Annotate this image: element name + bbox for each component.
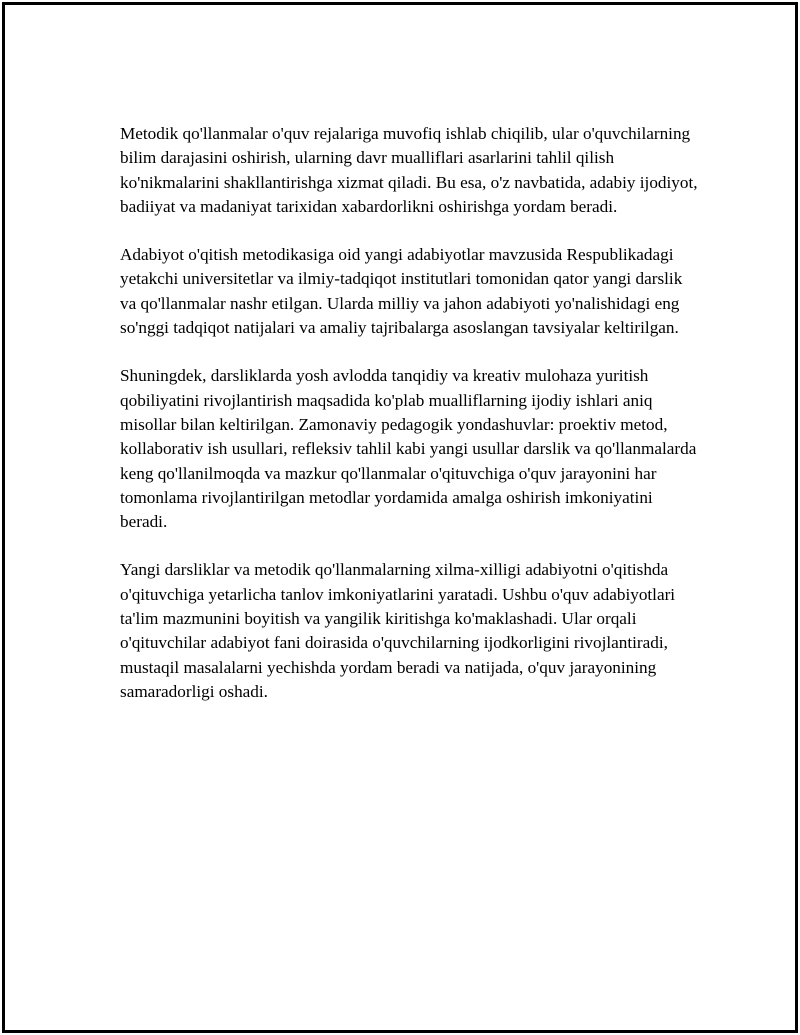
paragraph-2: Adabiyot o'qitish metodikasiga oid yangi adabiyotlar mavzusida Respublikadagi yetakchi universitetlar va ilmiy-tadqiqot institutlari tomonidan qator yangi darslik va qo'llanmalar nashr etilgan. Ularda milliy va jahon adabiyoti yo'nalishidagi eng so'nggi tadqiqot natijalari va amaliy tajribalarga asoslangan tavsiyalar keltirilgan. (120, 245, 683, 338)
page-frame (2, 2, 798, 1033)
paragraph-1: Metodik qo'llanmalar o'quv rejalariga muvofiq ishlab chiqilib, ular o'quvchilarning bilim darajasini oshirish, ularning davr mualliflari asarlarini tahlil qilish ko'nikmalarini shakllantirishga xizmat qiladi. Bu esa, o'z navbatida, adabiy ijodiyot, badiiyat va madaniyat tarixidan xabardorlikni oshirishga yordam beradi. (120, 124, 698, 216)
paragraph-3: Shuningdek, darsliklarda yosh avlodda tanqidiy va kreativ mulohaza yuritish qobiliyatini rivojlantirish maqsadida ko'plab mualliflarning ijodiy ishlari aniq misollar bilan keltirilgan. Zamonaviy pedagogik yondashuvlar: proektiv metod, kollaborativ ish usullari, refleksiv tahlil kabi yangi usullar darslik va qo'llanmalarda keng qo'llanilmoqda va mazkur qo'llanmalar o'qituvchiga o'quv jarayonini har tomonlama rivojlantirilgan metodlar yordamida amalga oshirish imkoniyatini beradi. (120, 366, 697, 532)
document-body (120, 122, 700, 728)
paragraph-4: Yangi darsliklar va metodik qo'llanmalarning xilma-xilligi adabiyotni o'qitishda o'qituvchiga yetarlicha tanlov imkoniyatlarini yaratadi. Ushbu o'quv adabiyotlari ta'lim mazmunini boyitish va yangilik kiritishga ko'maklashadi. Ular orqali o'qituvchilar adabiyot fani doirasida o'quvchilarning ijodkorligini rivojlantiradi, mustaqil masalalarni yechishda yordam beradi va natijada, o'quv jarayonining samaradorligi oshadi. (120, 560, 676, 701)
